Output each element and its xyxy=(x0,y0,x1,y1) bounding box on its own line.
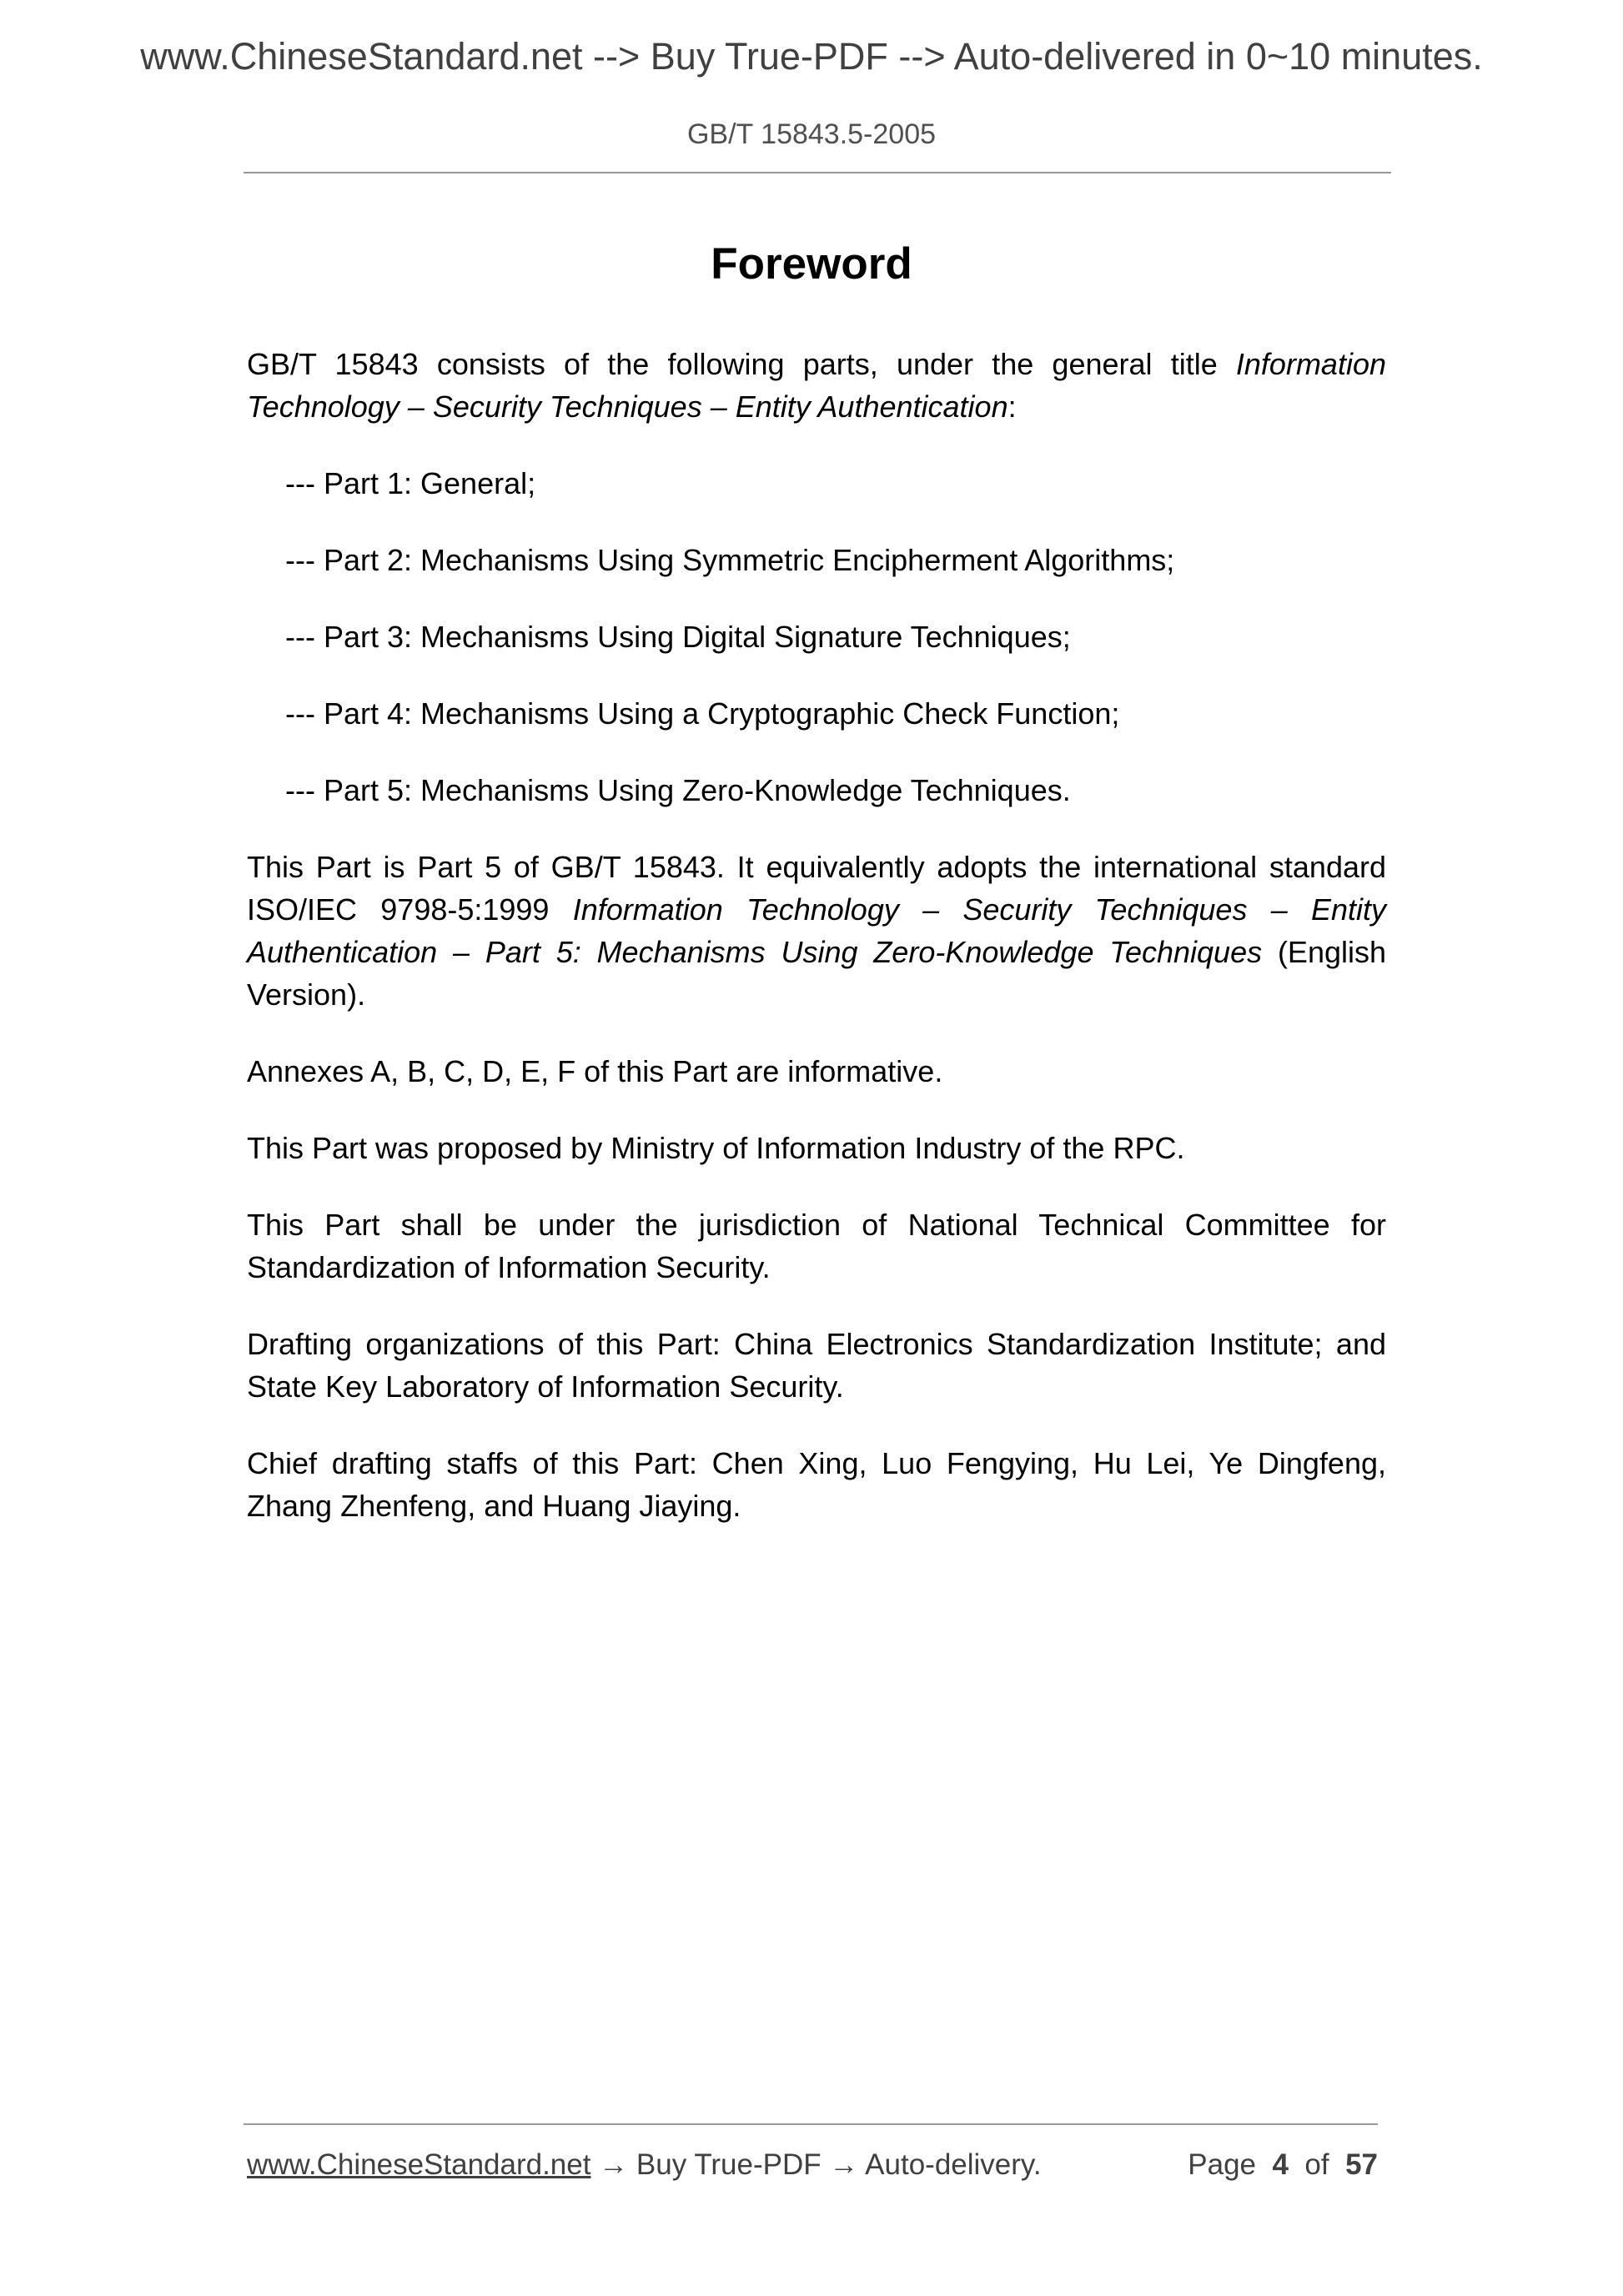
footer-divider xyxy=(244,2123,1378,2125)
list-item-part-1: --- Part 1: General; xyxy=(285,466,536,500)
staff-paragraph: Chief drafting staffs of this Part: Chen Xing, Luo Fengying, Hu Lei, Ye Dingfeng, Zhang Zhenfeng, and Huang Jiaying. xyxy=(247,1446,1386,1523)
proposed-paragraph: This Part was proposed by Ministry of Information Industry of the RPC. xyxy=(247,1131,1185,1165)
footer-left xyxy=(247,2148,1042,2182)
header-divider xyxy=(244,172,1391,173)
of-label: of xyxy=(1304,2148,1329,2181)
footer-link[interactable]: www.ChineseStandard.net xyxy=(247,2148,591,2181)
intro-text: GB/T 15843 consists of the following parts, under the general title xyxy=(247,347,1236,381)
annexes-paragraph: Annexes A, B, C, D, E, F of this Part are informative. xyxy=(247,1054,943,1088)
list-item-part-4: --- Part 4: Mechanisms Using a Cryptographic Check Function; xyxy=(285,696,1120,731)
document-body xyxy=(247,343,1386,1561)
drafting-paragraph: Drafting organizations of this Part: China Electronics Standardization Institute; and State Key Laboratory of Information Security. xyxy=(247,1327,1386,1404)
top-banner: www.ChineseStandard.net --> Buy True-PDF --> Auto-delivered in 0~10 minutes. xyxy=(140,35,1483,78)
page-indicator xyxy=(1188,2148,1378,2182)
general-title: Information Technology – Security Techniques – Entity Authentication xyxy=(247,347,1386,424)
list-item-part-5: --- Part 5: Mechanisms Using Zero-Knowledge Techniques. xyxy=(285,773,1071,807)
list-item-part-3: --- Part 3: Mechanisms Using Digital Signature Techniques; xyxy=(285,620,1071,654)
adoption-suffix: (English Version). xyxy=(247,935,1386,1012)
iso-title: Information Technology – Security Techniques – Entity Authentication – Part 5: Mechanisms Using Zero-Knowledge Techniques xyxy=(247,892,1386,969)
standard-code: GB/T 15843.5-2005 xyxy=(686,118,937,150)
footer-text: → Buy True-PDF → Auto-delivery. xyxy=(590,2148,1042,2181)
page-number: 4 xyxy=(1272,2148,1289,2181)
footer xyxy=(247,2148,1378,2182)
intro-colon: : xyxy=(1007,389,1017,424)
intro-paragraph xyxy=(247,343,1386,428)
list-item-part-2: --- Part 2: Mechanisms Using Symmetric Encipherment Algorithms; xyxy=(285,543,1175,577)
jurisdiction-paragraph: This Part shall be under the jurisdiction of National Technical Committee for Standardization of Information Security. xyxy=(247,1208,1386,1284)
page-title: Foreword xyxy=(711,239,912,289)
page-total: 57 xyxy=(1345,2148,1378,2181)
page-label: Page xyxy=(1188,2148,1257,2181)
adoption-paragraph xyxy=(247,846,1386,1016)
adoption-text: This Part is Part 5 of GB/T 15843. It equivalently adopts the international standard ISO/IEC 9798-5:1999 xyxy=(247,850,1386,927)
